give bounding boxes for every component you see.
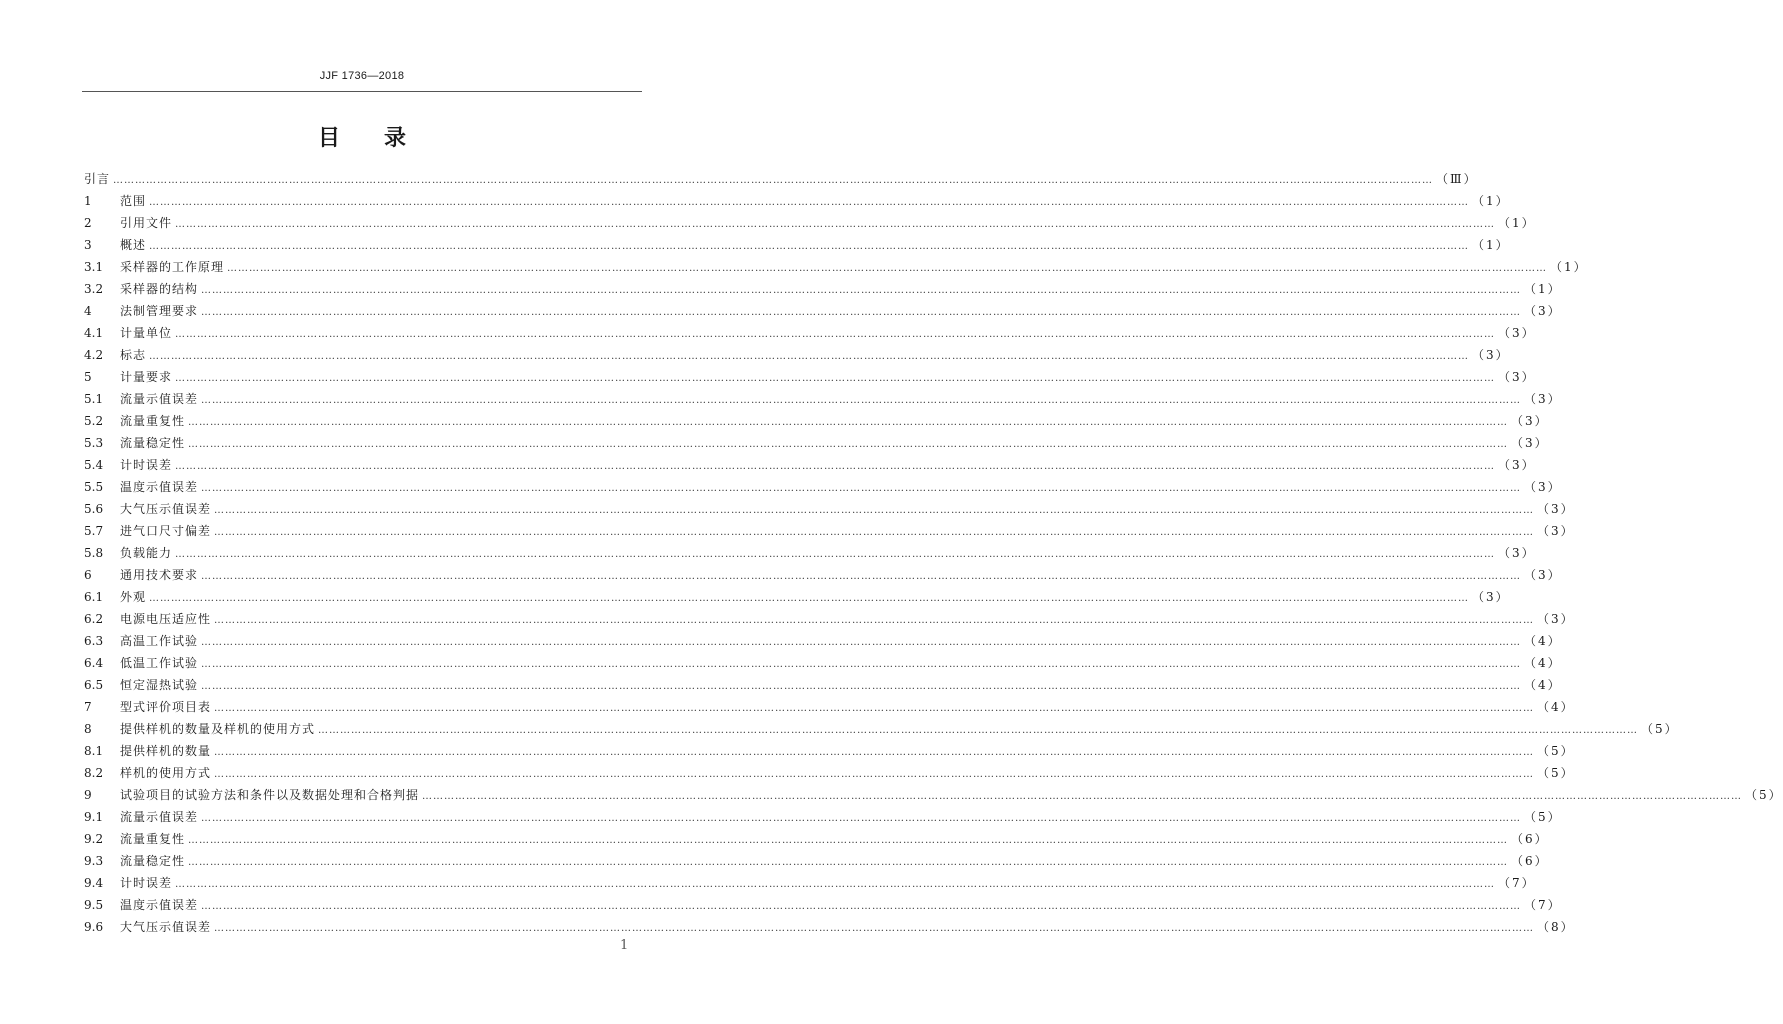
toc-entry bbox=[84, 300, 1562, 322]
toc-entry-page: （3） bbox=[1498, 326, 1536, 340]
toc-dot-leader: ……………………………………………………………………………………………………………………………………………………………………………………………………………………………………………………………………………………………………………………………… bbox=[214, 923, 1535, 934]
toc-entry-title: 概述 bbox=[120, 238, 147, 252]
toc-entry-page: （1） bbox=[1524, 282, 1562, 296]
toc-dot-leader: ……………………………………………………………………………………………………………………………………………………………………………………………………………………………………………………………………………………………………………………………… bbox=[201, 659, 1522, 670]
toc-entry bbox=[84, 542, 1536, 564]
toc-entry-title: 计量单位 bbox=[120, 326, 173, 340]
toc-entry-title: 试验项目的试验方法和条件以及数据处理和合格判据 bbox=[120, 788, 420, 802]
toc-entry-number: 5.3 bbox=[84, 436, 104, 450]
toc-entry-title: 流量示值误差 bbox=[120, 810, 199, 824]
page-title bbox=[0, 121, 724, 152]
toc-entry-page: （4） bbox=[1537, 700, 1575, 714]
toc-entry-title: 型式评价项目表 bbox=[120, 700, 212, 714]
toc-dot-leader: ……………………………………………………………………………………………………………………………………………………………………………………………………………………………………………………………………………………………………………………………… bbox=[422, 791, 1743, 802]
toc-entry-title: 引用文件 bbox=[120, 216, 173, 230]
title-char-2: 录 bbox=[384, 125, 407, 151]
toc-entry-number: 5.1 bbox=[84, 392, 104, 406]
toc-entry bbox=[84, 630, 1562, 652]
toc-entry bbox=[84, 806, 1562, 828]
toc-dot-leader: ……………………………………………………………………………………………………………………………………………………………………………………………………………………………………………………………………………………………………………………………… bbox=[175, 549, 1496, 560]
toc-entry-number: 8.2 bbox=[84, 766, 104, 780]
toc-entry bbox=[84, 784, 1783, 806]
toc-entry bbox=[84, 190, 1510, 212]
toc-entry-number: 4.1 bbox=[84, 326, 104, 340]
toc-entry-page: （5） bbox=[1745, 788, 1783, 802]
toc-dot-leader: ……………………………………………………………………………………………………………………………………………………………………………………………………………………………………………………………………………………………………………………………… bbox=[188, 439, 1509, 450]
toc-entry-page: （3） bbox=[1524, 568, 1562, 582]
toc-entry-title: 提供样机的数量及样机的使用方式 bbox=[120, 722, 316, 736]
toc-entry-title: 外观 bbox=[120, 590, 147, 604]
toc-entry-page: （3） bbox=[1524, 304, 1562, 318]
toc-entry-title: 计时误差 bbox=[120, 876, 173, 890]
page-number: 1 bbox=[620, 938, 629, 953]
toc-entry-page: （4） bbox=[1524, 656, 1562, 670]
toc-entry bbox=[84, 740, 1575, 762]
toc-dot-leader: ……………………………………………………………………………………………………………………………………………………………………………………………………………………………………………………………………………………………………………………………… bbox=[227, 263, 1548, 274]
toc-entry-page: （3） bbox=[1472, 348, 1510, 362]
toc-entry bbox=[84, 432, 1549, 454]
toc-dot-leader: ……………………………………………………………………………………………………………………………………………………………………………………………………………………………………………………………………………………………………………………………… bbox=[201, 637, 1522, 648]
toc-entry-number: 3.2 bbox=[84, 282, 104, 296]
toc-entry bbox=[84, 828, 1549, 850]
toc-entry-page: （5） bbox=[1641, 722, 1679, 736]
toc-dot-leader: ……………………………………………………………………………………………………………………………………………………………………………………………………………………………………………………………………………………………………………………………… bbox=[214, 505, 1535, 516]
toc-entry-page: （Ⅲ） bbox=[1436, 172, 1478, 186]
toc-entry-page: （3） bbox=[1524, 392, 1562, 406]
toc-entry bbox=[84, 344, 1510, 366]
toc-entry-number: 9.3 bbox=[84, 854, 104, 868]
toc-dot-leader: ……………………………………………………………………………………………………………………………………………………………………………………………………………………………………………………………………………………………………………………………… bbox=[149, 197, 1470, 208]
toc-entry bbox=[84, 234, 1510, 256]
toc-entry-page: （3） bbox=[1524, 480, 1562, 494]
table-of-contents bbox=[84, 168, 1783, 938]
toc-entry-page: （4） bbox=[1524, 678, 1562, 692]
toc-entry bbox=[84, 608, 1575, 630]
toc-entry-page: （3） bbox=[1472, 590, 1510, 604]
toc-entry bbox=[84, 916, 1575, 938]
toc-entry-page: （6） bbox=[1511, 832, 1549, 846]
toc-entry bbox=[84, 256, 1588, 278]
toc-entry-number: 4.2 bbox=[84, 348, 104, 362]
toc-entry-page: （6） bbox=[1511, 854, 1549, 868]
toc-entry bbox=[84, 388, 1562, 410]
toc-entry-title: 标志 bbox=[120, 348, 147, 362]
toc-entry-number: 5.6 bbox=[84, 502, 104, 516]
toc-entry bbox=[84, 454, 1536, 476]
toc-entry bbox=[84, 366, 1536, 388]
toc-dot-leader: ……………………………………………………………………………………………………………………………………………………………………………………………………………………………………………………………………………………………………………………………… bbox=[149, 351, 1470, 362]
title-char-1: 目 bbox=[317, 125, 340, 151]
toc-entry-page: （3） bbox=[1511, 436, 1549, 450]
toc-dot-leader: ……………………………………………………………………………………………………………………………………………………………………………………………………………………………………………………………………………………………………………………………… bbox=[201, 285, 1522, 296]
toc-entry-number: 5.7 bbox=[84, 524, 104, 538]
toc-entry-number: 9.2 bbox=[84, 832, 104, 846]
toc-entry-page: （3） bbox=[1511, 414, 1549, 428]
toc-entry-title: 计时误差 bbox=[120, 458, 173, 472]
toc-dot-leader: ……………………………………………………………………………………………………………………………………………………………………………………………………………………………………………………………………………………………………………………………… bbox=[214, 769, 1535, 780]
toc-entry-title: 温度示值误差 bbox=[120, 480, 199, 494]
toc-dot-leader: ……………………………………………………………………………………………………………………………………………………………………………………………………………………………………………………………………………………………………………………………… bbox=[175, 879, 1496, 890]
toc-entry-title: 大气压示值误差 bbox=[120, 502, 212, 516]
toc-entry-title: 提供样机的数量 bbox=[120, 744, 212, 758]
toc-entry-number: 7 bbox=[84, 700, 92, 714]
document-code: JJF 1736—2018 bbox=[319, 70, 405, 82]
toc-dot-leader: ……………………………………………………………………………………………………………………………………………………………………………………………………………………………………………………………………………………………………………………………… bbox=[175, 329, 1496, 340]
toc-entry-page: （3） bbox=[1537, 612, 1575, 626]
toc-entry-number: 9.1 bbox=[84, 810, 104, 824]
toc-dot-leader: ……………………………………………………………………………………………………………………………………………………………………………………………………………………………………………………………………………………………………………………………… bbox=[214, 747, 1535, 758]
toc-entry-title: 电源电压适应性 bbox=[120, 612, 212, 626]
toc-entry bbox=[84, 520, 1575, 542]
toc-dot-leader: ……………………………………………………………………………………………………………………………………………………………………………………………………………………………………………………………………………………………………………………………… bbox=[113, 175, 1434, 186]
toc-entry-number: 9.6 bbox=[84, 920, 104, 934]
toc-entry bbox=[84, 278, 1562, 300]
toc-entry bbox=[84, 168, 1478, 190]
toc-entry bbox=[84, 872, 1536, 894]
toc-dot-leader: ……………………………………………………………………………………………………………………………………………………………………………………………………………………………………………………………………………………………………………………………… bbox=[175, 219, 1496, 230]
toc-entry-number: 6.1 bbox=[84, 590, 104, 604]
toc-entry-page: （3） bbox=[1498, 458, 1536, 472]
toc-dot-leader: ……………………………………………………………………………………………………………………………………………………………………………………………………………………………………………………………………………………………………………………………… bbox=[175, 461, 1496, 472]
toc-dot-leader: ……………………………………………………………………………………………………………………………………………………………………………………………………………………………………………………………………………………………………………………………… bbox=[201, 571, 1522, 582]
toc-entry bbox=[84, 212, 1536, 234]
toc-entry-number: 4 bbox=[84, 304, 92, 318]
toc-entry bbox=[84, 322, 1536, 344]
toc-entry-number: 5.2 bbox=[84, 414, 104, 428]
toc-entry-title: 计量要求 bbox=[120, 370, 173, 384]
toc-entry-title: 采样器的工作原理 bbox=[120, 260, 225, 274]
toc-entry bbox=[84, 586, 1510, 608]
toc-entry-number: 6.4 bbox=[84, 656, 104, 670]
toc-entry-number: 9.4 bbox=[84, 876, 104, 890]
toc-entry-page: （4） bbox=[1524, 634, 1562, 648]
toc-entry bbox=[84, 674, 1562, 696]
toc-entry bbox=[84, 652, 1562, 674]
toc-entry bbox=[84, 762, 1575, 784]
toc-entry-title: 大气压示值误差 bbox=[120, 920, 212, 934]
toc-entry-title: 高温工作试验 bbox=[120, 634, 199, 648]
toc-entry bbox=[84, 564, 1562, 586]
toc-entry-number: 9 bbox=[84, 788, 92, 802]
toc-dot-leader: ……………………………………………………………………………………………………………………………………………………………………………………………………………………………………………………………………………………………………………………………… bbox=[214, 703, 1535, 714]
toc-entry-page: （3） bbox=[1498, 546, 1536, 560]
toc-dot-leader: ……………………………………………………………………………………………………………………………………………………………………………………………………………………………………………………………………………………………………………………………… bbox=[149, 593, 1470, 604]
toc-entry-title: 引言 bbox=[84, 172, 111, 186]
toc-dot-leader: ……………………………………………………………………………………………………………………………………………………………………………………………………………………………………………………………………………………………………………………………… bbox=[201, 395, 1522, 406]
toc-entry-number: 5.5 bbox=[84, 480, 104, 494]
toc-entry-title: 温度示值误差 bbox=[120, 898, 199, 912]
toc-entry bbox=[84, 498, 1575, 520]
toc-entry bbox=[84, 410, 1549, 432]
toc-entry-number: 8 bbox=[84, 722, 92, 736]
toc-entry-number: 3.1 bbox=[84, 260, 104, 274]
toc-entry-page: （1） bbox=[1550, 260, 1588, 274]
toc-entry-page: （3） bbox=[1498, 370, 1536, 384]
toc-entry-title: 进气口尺寸偏差 bbox=[120, 524, 212, 538]
toc-entry-title: 低温工作试验 bbox=[120, 656, 199, 670]
toc-entry-number: 5 bbox=[84, 370, 92, 384]
toc-dot-leader: ……………………………………………………………………………………………………………………………………………………………………………………………………………………………………………………………………………………………………………………………… bbox=[188, 417, 1509, 428]
header-rule bbox=[82, 91, 642, 92]
toc-entry-page: （1） bbox=[1498, 216, 1536, 230]
toc-entry-number: 8.1 bbox=[84, 744, 104, 758]
toc-entry-page: （8） bbox=[1537, 920, 1575, 934]
toc-entry-number: 2 bbox=[84, 216, 92, 230]
toc-entry-number: 6.3 bbox=[84, 634, 104, 648]
toc-entry-title: 通用技术要求 bbox=[120, 568, 199, 582]
toc-entry-page: （1） bbox=[1472, 238, 1510, 252]
toc-entry-title: 流量重复性 bbox=[120, 414, 186, 428]
toc-entry-title: 法制管理要求 bbox=[120, 304, 199, 318]
toc-entry-number: 9.5 bbox=[84, 898, 104, 912]
toc-entry-number: 6.5 bbox=[84, 678, 104, 692]
toc-entry-title: 流量重复性 bbox=[120, 832, 186, 846]
toc-dot-leader: ……………………………………………………………………………………………………………………………………………………………………………………………………………………………………………………………………………………………………………………………… bbox=[149, 241, 1470, 252]
toc-entry-number: 6 bbox=[84, 568, 92, 582]
toc-dot-leader: ……………………………………………………………………………………………………………………………………………………………………………………………………………………………………………………………………………………………………………………………… bbox=[201, 307, 1522, 318]
toc-entry-page: （3） bbox=[1537, 502, 1575, 516]
toc-entry-number: 1 bbox=[84, 194, 92, 208]
toc-dot-leader: ……………………………………………………………………………………………………………………………………………………………………………………………………………………………………………………………………………………………………………………………… bbox=[201, 901, 1522, 912]
toc-entry-number: 5.8 bbox=[84, 546, 104, 560]
toc-entry bbox=[84, 696, 1575, 718]
toc-entry bbox=[84, 476, 1562, 498]
toc-entry-title: 负载能力 bbox=[120, 546, 173, 560]
toc-entry-page: （5） bbox=[1537, 744, 1575, 758]
toc-dot-leader: ……………………………………………………………………………………………………………………………………………………………………………………………………………………………………………………………………………………………………………………………… bbox=[188, 857, 1509, 868]
toc-dot-leader: ……………………………………………………………………………………………………………………………………………………………………………………………………………………………………………………………………………………………………………………………… bbox=[201, 483, 1522, 494]
toc-entry bbox=[84, 894, 1562, 916]
toc-entry-title: 流量稳定性 bbox=[120, 436, 186, 450]
toc-dot-leader: ……………………………………………………………………………………………………………………………………………………………………………………………………………………………………………………………………………………………………………………………… bbox=[201, 681, 1522, 692]
toc-entry-page: （3） bbox=[1537, 524, 1575, 538]
toc-entry-page: （7） bbox=[1524, 898, 1562, 912]
toc-dot-leader: ……………………………………………………………………………………………………………………………………………………………………………………………………………………………………………………………………………………………………………………………… bbox=[214, 527, 1535, 538]
toc-entry-title: 流量稳定性 bbox=[120, 854, 186, 868]
toc-dot-leader: ……………………………………………………………………………………………………………………………………………………………………………………………………………………………………………………………………………………………………………………………… bbox=[318, 725, 1639, 736]
toc-entry-number: 6.2 bbox=[84, 612, 104, 626]
toc-dot-leader: ……………………………………………………………………………………………………………………………………………………………………………………………………………………………………………………………………………………………………………………………… bbox=[214, 615, 1535, 626]
toc-dot-leader: ……………………………………………………………………………………………………………………………………………………………………………………………………………………………………………………………………………………………………………………………… bbox=[175, 373, 1496, 384]
toc-entry-page: （7） bbox=[1498, 876, 1536, 890]
toc-entry-page: （1） bbox=[1472, 194, 1510, 208]
toc-entry-title: 样机的使用方式 bbox=[120, 766, 212, 780]
toc-dot-leader: ……………………………………………………………………………………………………………………………………………………………………………………………………………………………………………………………………………………………………………………………… bbox=[188, 835, 1509, 846]
toc-entry-title: 流量示值误差 bbox=[120, 392, 199, 406]
toc-dot-leader: ……………………………………………………………………………………………………………………………………………………………………………………………………………………………………………………………………………………………………………………………… bbox=[201, 813, 1522, 824]
toc-entry-title: 恒定湿热试验 bbox=[120, 678, 199, 692]
toc-entry bbox=[84, 718, 1679, 740]
toc-entry-number: 3 bbox=[84, 238, 92, 252]
toc-entry-page: （5） bbox=[1524, 810, 1562, 824]
toc-entry-page: （5） bbox=[1537, 766, 1575, 780]
toc-entry-number: 5.4 bbox=[84, 458, 104, 472]
toc-entry bbox=[84, 850, 1549, 872]
toc-entry-title: 范围 bbox=[120, 194, 147, 208]
toc-entry-title: 采样器的结构 bbox=[120, 282, 199, 296]
